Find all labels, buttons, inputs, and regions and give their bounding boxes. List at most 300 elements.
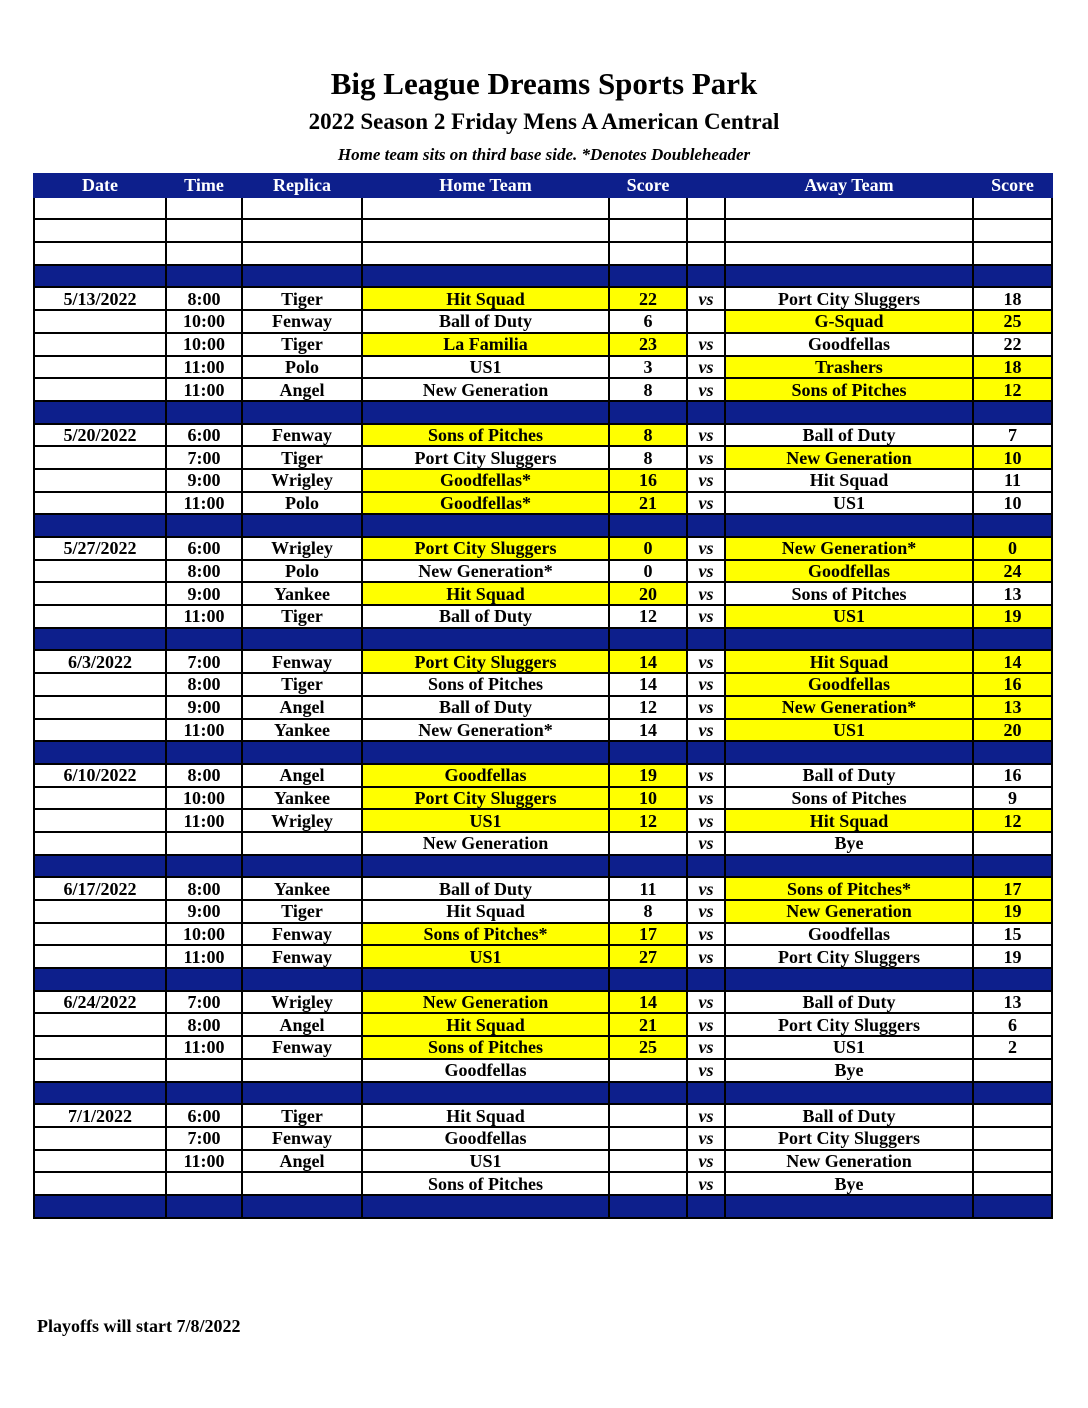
home-team: New Generation*: [362, 719, 609, 742]
blank-row: [34, 197, 1052, 220]
game-time: 9:00: [166, 696, 242, 719]
page-title: Big League Dreams Sports Park: [330, 66, 758, 101]
vs-label: vs: [687, 1013, 725, 1036]
home-team: Ball of Duty: [362, 310, 609, 333]
separator-cell: [609, 401, 687, 424]
away-team: Goodfellas: [725, 333, 973, 356]
separator-cell: [973, 1195, 1052, 1218]
vs-label: vs: [687, 582, 725, 605]
game-date: [34, 492, 166, 515]
home-team: Sons of Pitches: [362, 424, 609, 447]
empty-cell: [725, 242, 973, 265]
game-replica: Wrigley: [242, 809, 362, 832]
playoffs-note: Playoffs will start 7/8/2022: [37, 1316, 241, 1336]
game-time: 11:00: [166, 809, 242, 832]
game-row: [34, 378, 1052, 401]
separator-cell: [725, 628, 973, 651]
away-score: 12: [973, 809, 1052, 832]
game-row: [34, 650, 1052, 673]
empty-cell: [362, 242, 609, 265]
away-score: [973, 1172, 1052, 1195]
away-score: 0: [973, 537, 1052, 560]
empty-cell: [687, 242, 725, 265]
away-score: 19: [973, 900, 1052, 923]
week-separator: [34, 628, 1052, 651]
vs-label: vs: [687, 469, 725, 492]
game-time: 8:00: [166, 764, 242, 787]
game-time: 10:00: [166, 923, 242, 946]
empty-cell: [242, 219, 362, 242]
game-replica: Yankee: [242, 787, 362, 810]
vs-label: vs: [687, 605, 725, 628]
game-time: 10:00: [166, 787, 242, 810]
separator-cell: [973, 968, 1052, 991]
game-date: [34, 719, 166, 742]
game-time: [166, 1059, 242, 1082]
game-date: [34, 945, 166, 968]
vs-label: vs: [687, 1036, 725, 1059]
away-team: New Generation: [725, 1150, 973, 1173]
away-score: 17: [973, 877, 1052, 900]
separator-cell: [242, 628, 362, 651]
game-row: [34, 1036, 1052, 1059]
week-separator: [34, 855, 1052, 878]
separator-cell: [609, 741, 687, 764]
game-row: [34, 560, 1052, 583]
away-team: Bye: [725, 832, 973, 855]
schedule-body: [34, 197, 1052, 1218]
game-row: [34, 673, 1052, 696]
separator-cell: [687, 741, 725, 764]
separator-cell: [725, 514, 973, 537]
home-team: New Generation*: [362, 560, 609, 583]
away-team: Trashers: [725, 356, 973, 379]
home-score: 14: [609, 991, 687, 1014]
empty-cell: [687, 197, 725, 220]
home-score: 23: [609, 333, 687, 356]
game-date: [34, 310, 166, 333]
game-time: 9:00: [166, 900, 242, 923]
week-separator: [34, 968, 1052, 991]
separator-cell: [725, 855, 973, 878]
game-date: [34, 1150, 166, 1173]
vs-label: [687, 310, 725, 333]
away-team: New Generation: [725, 900, 973, 923]
game-row: [34, 1013, 1052, 1036]
game-time: [166, 832, 242, 855]
separator-cell: [242, 1082, 362, 1105]
game-time: 6:00: [166, 1104, 242, 1127]
home-team: New Generation: [362, 378, 609, 401]
game-replica: Yankee: [242, 582, 362, 605]
away-score: 22: [973, 333, 1052, 356]
home-team: US1: [362, 945, 609, 968]
game-time: 11:00: [166, 945, 242, 968]
game-row: [34, 945, 1052, 968]
separator-cell: [687, 265, 725, 288]
home-team: Port City Sluggers: [362, 537, 609, 560]
separator-cell: [973, 628, 1052, 651]
separator-cell: [687, 628, 725, 651]
away-score: 14: [973, 650, 1052, 673]
game-replica: Angel: [242, 764, 362, 787]
away-team: Port City Sluggers: [725, 287, 973, 310]
separator-cell: [34, 855, 166, 878]
vs-label: vs: [687, 446, 725, 469]
away-score: [973, 1104, 1052, 1127]
empty-cell: [34, 219, 166, 242]
away-team: New Generation*: [725, 537, 973, 560]
away-team: Bye: [725, 1059, 973, 1082]
vs-label: vs: [687, 945, 725, 968]
home-team: Sons of Pitches: [362, 1172, 609, 1195]
game-row: [34, 1172, 1052, 1195]
game-time: 11:00: [166, 1036, 242, 1059]
game-replica: Polo: [242, 356, 362, 379]
separator-cell: [725, 968, 973, 991]
away-score: 13: [973, 696, 1052, 719]
game-time: 9:00: [166, 582, 242, 605]
empty-cell: [609, 242, 687, 265]
home-team: Hit Squad: [362, 900, 609, 923]
game-date: 6/10/2022: [34, 764, 166, 787]
away-score: [973, 1127, 1052, 1150]
away-score: 9: [973, 787, 1052, 810]
header-date: Date: [34, 174, 166, 197]
away-score: 18: [973, 356, 1052, 379]
empty-cell: [362, 219, 609, 242]
game-row: [34, 696, 1052, 719]
away-team: Sons of Pitches: [725, 582, 973, 605]
home-score: 21: [609, 492, 687, 515]
home-team: Ball of Duty: [362, 696, 609, 719]
separator-cell: [362, 265, 609, 288]
away-score: 16: [973, 764, 1052, 787]
game-row: [34, 287, 1052, 310]
separator-cell: [34, 1195, 166, 1218]
game-replica: Fenway: [242, 650, 362, 673]
separator-cell: [725, 401, 973, 424]
game-time: 11:00: [166, 1150, 242, 1173]
away-score: 25: [973, 310, 1052, 333]
game-time: 11:00: [166, 492, 242, 515]
game-row: [34, 582, 1052, 605]
home-score: 8: [609, 424, 687, 447]
separator-cell: [242, 1195, 362, 1218]
game-row: [34, 787, 1052, 810]
separator-cell: [166, 628, 242, 651]
away-score: 18: [973, 287, 1052, 310]
home-score: 0: [609, 560, 687, 583]
separator-cell: [362, 741, 609, 764]
separator-cell: [973, 401, 1052, 424]
header-vs: [687, 174, 725, 197]
game-row: [34, 605, 1052, 628]
separator-cell: [609, 968, 687, 991]
home-score: 6: [609, 310, 687, 333]
vs-label: vs: [687, 719, 725, 742]
away-team: Hit Squad: [725, 650, 973, 673]
away-team: Port City Sluggers: [725, 945, 973, 968]
home-team: Sons of Pitches: [362, 1036, 609, 1059]
week-separator: [34, 1195, 1052, 1218]
game-replica: Fenway: [242, 1127, 362, 1150]
home-team: La Familia: [362, 333, 609, 356]
vs-label: vs: [687, 877, 725, 900]
separator-cell: [166, 265, 242, 288]
header-row: [34, 174, 1052, 197]
separator-cell: [166, 741, 242, 764]
separator-cell: [34, 265, 166, 288]
empty-cell: [166, 242, 242, 265]
vs-label: vs: [687, 378, 725, 401]
away-score: 20: [973, 719, 1052, 742]
vs-label: vs: [687, 923, 725, 946]
empty-cell: [687, 219, 725, 242]
home-score: 19: [609, 764, 687, 787]
vs-label: vs: [687, 673, 725, 696]
home-score: 3: [609, 356, 687, 379]
game-date: [34, 1172, 166, 1195]
game-row: [34, 1104, 1052, 1127]
separator-cell: [609, 1195, 687, 1218]
game-time: 9:00: [166, 469, 242, 492]
away-team: Goodfellas: [725, 673, 973, 696]
game-date: [34, 1127, 166, 1150]
game-replica: Tiger: [242, 900, 362, 923]
away-team: US1: [725, 1036, 973, 1059]
home-score: 12: [609, 809, 687, 832]
separator-cell: [166, 401, 242, 424]
game-replica: Angel: [242, 1150, 362, 1173]
week-separator: [34, 514, 1052, 537]
away-team: Port City Sluggers: [725, 1013, 973, 1036]
game-date: [34, 378, 166, 401]
away-team: G-Squad: [725, 310, 973, 333]
away-team: Ball of Duty: [725, 1104, 973, 1127]
away-team: Ball of Duty: [725, 764, 973, 787]
game-replica: [242, 832, 362, 855]
away-score: 12: [973, 378, 1052, 401]
game-date: [34, 787, 166, 810]
empty-cell: [725, 197, 973, 220]
separator-cell: [166, 968, 242, 991]
separator-cell: [687, 1195, 725, 1218]
vs-label: vs: [687, 560, 725, 583]
game-replica: Tiger: [242, 333, 362, 356]
empty-cell: [242, 197, 362, 220]
game-date: [34, 696, 166, 719]
game-row: [34, 877, 1052, 900]
game-date: 5/27/2022: [34, 537, 166, 560]
header-away-team: Away Team: [725, 174, 973, 197]
away-team: Hit Squad: [725, 809, 973, 832]
separator-cell: [166, 855, 242, 878]
separator-cell: [34, 401, 166, 424]
away-score: 19: [973, 945, 1052, 968]
game-replica: Fenway: [242, 424, 362, 447]
week-separator: [34, 265, 1052, 288]
away-score: 7: [973, 424, 1052, 447]
vs-label: vs: [687, 1104, 725, 1127]
home-score: [609, 1059, 687, 1082]
away-team: New Generation: [725, 446, 973, 469]
vs-label: vs: [687, 1127, 725, 1150]
home-score: 14: [609, 673, 687, 696]
separator-cell: [362, 855, 609, 878]
vs-label: vs: [687, 900, 725, 923]
game-time: 6:00: [166, 537, 242, 560]
home-score: [609, 832, 687, 855]
away-score: 15: [973, 923, 1052, 946]
game-row: [34, 469, 1052, 492]
empty-cell: [725, 219, 973, 242]
game-date: 7/1/2022: [34, 1104, 166, 1127]
separator-cell: [973, 265, 1052, 288]
game-replica: [242, 1172, 362, 1195]
game-row: [34, 356, 1052, 379]
separator-cell: [242, 855, 362, 878]
vs-label: vs: [687, 333, 725, 356]
vs-label: vs: [687, 832, 725, 855]
away-team: Goodfellas: [725, 923, 973, 946]
separator-cell: [34, 514, 166, 537]
separator-cell: [725, 265, 973, 288]
separator-cell: [34, 741, 166, 764]
game-date: [34, 900, 166, 923]
vs-label: vs: [687, 1059, 725, 1082]
separator-cell: [362, 628, 609, 651]
game-date: 6/24/2022: [34, 991, 166, 1014]
game-row: [34, 1127, 1052, 1150]
game-row: [34, 537, 1052, 560]
home-team: Port City Sluggers: [362, 650, 609, 673]
separator-cell: [362, 968, 609, 991]
game-date: [34, 809, 166, 832]
away-score: [973, 832, 1052, 855]
game-date: [34, 446, 166, 469]
away-score: [973, 1150, 1052, 1173]
header-time: Time: [166, 174, 242, 197]
schedule-table: [33, 173, 1053, 1219]
away-score: 13: [973, 991, 1052, 1014]
game-date: [34, 356, 166, 379]
game-time: 7:00: [166, 650, 242, 673]
game-row: [34, 991, 1052, 1014]
away-team: US1: [725, 492, 973, 515]
away-score: [973, 1059, 1052, 1082]
game-replica: Fenway: [242, 945, 362, 968]
game-date: [34, 560, 166, 583]
game-replica: Wrigley: [242, 991, 362, 1014]
separator-cell: [687, 855, 725, 878]
home-team: Hit Squad: [362, 1104, 609, 1127]
header-away-score: Score: [973, 174, 1052, 197]
game-date: [34, 605, 166, 628]
vs-label: vs: [687, 764, 725, 787]
home-team: Sons of Pitches: [362, 673, 609, 696]
home-score: 12: [609, 605, 687, 628]
empty-cell: [609, 219, 687, 242]
game-time: 8:00: [166, 287, 242, 310]
separator-cell: [687, 968, 725, 991]
separator-cell: [362, 401, 609, 424]
home-score: 11: [609, 877, 687, 900]
empty-cell: [166, 219, 242, 242]
separator-cell: [725, 1195, 973, 1218]
game-replica: Angel: [242, 1013, 362, 1036]
away-score: 6: [973, 1013, 1052, 1036]
empty-cell: [973, 242, 1052, 265]
separator-cell: [725, 741, 973, 764]
away-team: New Generation*: [725, 696, 973, 719]
home-score: 22: [609, 287, 687, 310]
game-replica: Wrigley: [242, 469, 362, 492]
away-score: 10: [973, 446, 1052, 469]
home-team: Sons of Pitches*: [362, 923, 609, 946]
game-replica: Tiger: [242, 1104, 362, 1127]
game-replica: Yankee: [242, 719, 362, 742]
vs-label: vs: [687, 809, 725, 832]
home-score: [609, 1104, 687, 1127]
game-time: 8:00: [166, 1013, 242, 1036]
home-team: Port City Sluggers: [362, 787, 609, 810]
home-team: Hit Squad: [362, 287, 609, 310]
separator-cell: [242, 401, 362, 424]
game-replica: Wrigley: [242, 537, 362, 560]
schedule-note: Home team sits on third base side. *Denotes Doubleheader: [337, 145, 751, 164]
home-team: Goodfellas: [362, 1059, 609, 1082]
separator-cell: [609, 514, 687, 537]
home-team: Goodfellas*: [362, 469, 609, 492]
home-team: Ball of Duty: [362, 877, 609, 900]
home-score: 21: [609, 1013, 687, 1036]
vs-label: vs: [687, 492, 725, 515]
game-replica: Tiger: [242, 673, 362, 696]
game-time: 11:00: [166, 605, 242, 628]
game-date: [34, 469, 166, 492]
game-time: 10:00: [166, 310, 242, 333]
separator-cell: [973, 855, 1052, 878]
game-row: [34, 492, 1052, 515]
empty-cell: [166, 197, 242, 220]
game-time: 11:00: [166, 356, 242, 379]
separator-cell: [362, 1082, 609, 1105]
separator-cell: [609, 855, 687, 878]
game-date: [34, 923, 166, 946]
game-time: 6:00: [166, 424, 242, 447]
separator-cell: [166, 1082, 242, 1105]
away-score: 24: [973, 560, 1052, 583]
separator-cell: [34, 968, 166, 991]
home-team: New Generation: [362, 991, 609, 1014]
blank-row: [34, 242, 1052, 265]
away-team: Ball of Duty: [725, 991, 973, 1014]
game-row: [34, 764, 1052, 787]
separator-cell: [973, 1082, 1052, 1105]
game-date: [34, 832, 166, 855]
empty-cell: [34, 197, 166, 220]
home-team: Hit Squad: [362, 582, 609, 605]
game-replica: Fenway: [242, 923, 362, 946]
game-replica: Tiger: [242, 287, 362, 310]
home-score: 16: [609, 469, 687, 492]
empty-cell: [242, 242, 362, 265]
game-replica: Polo: [242, 560, 362, 583]
game-date: [34, 582, 166, 605]
separator-cell: [973, 741, 1052, 764]
empty-cell: [362, 197, 609, 220]
